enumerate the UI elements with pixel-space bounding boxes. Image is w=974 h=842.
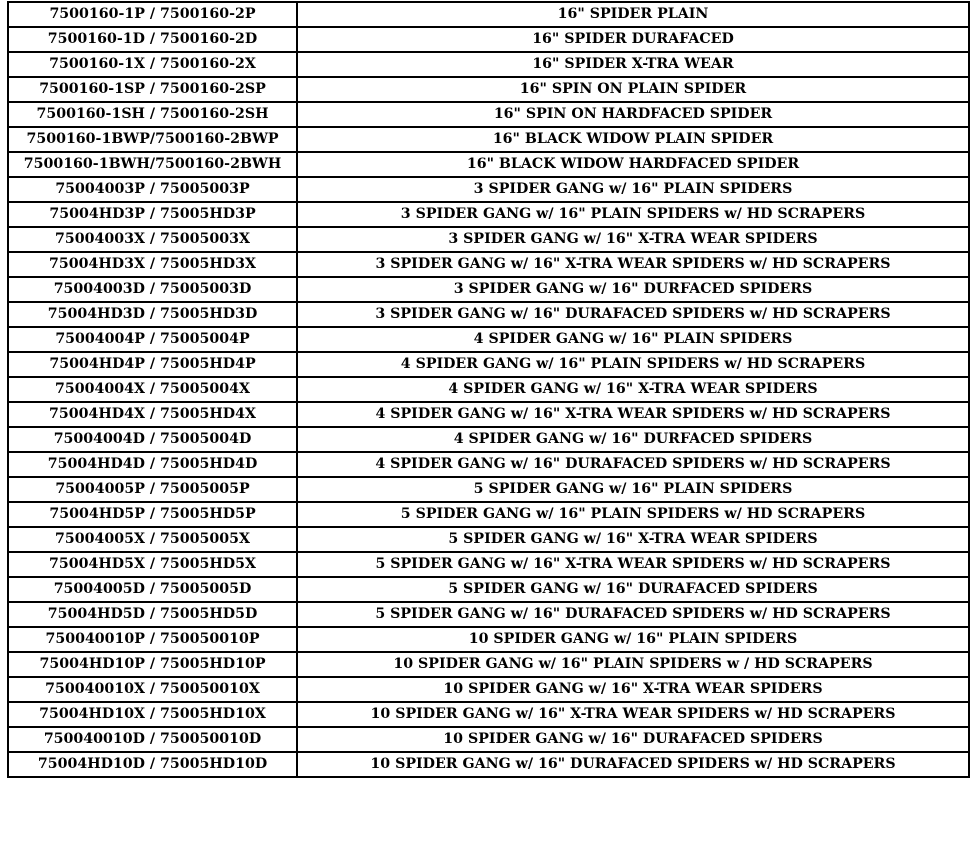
part-number-cell: 75004HD4X / 75005HD4X — [8, 402, 297, 427]
part-number-cell: 75004HD3D / 75005HD3D — [8, 302, 297, 327]
description-cell: 16" SPIN ON HARDFACED SPIDER — [297, 102, 969, 127]
part-number-cell: 7500160-1SP / 7500160-2SP — [8, 77, 297, 102]
table-row — [8, 552, 969, 577]
part-number-cell: 750040010D / 750050010D — [8, 727, 297, 752]
table-row — [8, 677, 969, 702]
description-cell: 4 SPIDER GANG w/ 16" PLAIN SPIDERS w/ HD SCRAPERS — [297, 352, 969, 377]
description-cell: 4 SPIDER GANG w/ 16" DURFACED SPIDERS — [297, 427, 969, 452]
part-number-cell: 7500160-1BWH/7500160-2BWH — [8, 152, 297, 177]
description-cell: 5 SPIDER GANG w/ 16" X-TRA WEAR SPIDERS w/ HD SCRAPERS — [297, 552, 969, 577]
table-row — [8, 527, 969, 552]
parts-table — [7, 1, 970, 778]
parts-table-body — [8, 2, 969, 777]
table-row — [8, 102, 969, 127]
description-cell: 10 SPIDER GANG w/ 16" PLAIN SPIDERS — [297, 627, 969, 652]
description-cell: 3 SPIDER GANG w/ 16" PLAIN SPIDERS w/ HD SCRAPERS — [297, 202, 969, 227]
description-cell: 5 SPIDER GANG w/ 16" DURAFACED SPIDERS — [297, 577, 969, 602]
table-row — [8, 452, 969, 477]
table-row — [8, 427, 969, 452]
table-row — [8, 77, 969, 102]
table-row — [8, 127, 969, 152]
table-row — [8, 52, 969, 77]
part-number-cell: 75004HD3P / 75005HD3P — [8, 202, 297, 227]
table-row — [8, 727, 969, 752]
part-number-cell: 75004005P / 75005005P — [8, 477, 297, 502]
table-row — [8, 702, 969, 727]
description-cell: 5 SPIDER GANG w/ 16" DURAFACED SPIDERS w/ HD SCRAPERS — [297, 602, 969, 627]
table-row — [8, 27, 969, 52]
description-cell: 16" SPIN ON PLAIN SPIDER — [297, 77, 969, 102]
description-cell: 5 SPIDER GANG w/ 16" PLAIN SPIDERS w/ HD SCRAPERS — [297, 502, 969, 527]
description-cell: 10 SPIDER GANG w/ 16" X-TRA WEAR SPIDERS w/ HD SCRAPERS — [297, 702, 969, 727]
table-row — [8, 377, 969, 402]
part-number-cell: 75004HD5P / 75005HD5P — [8, 502, 297, 527]
part-number-cell: 75004HD10P / 75005HD10P — [8, 652, 297, 677]
description-cell: 3 SPIDER GANG w/ 16" X-TRA WEAR SPIDERS — [297, 227, 969, 252]
description-cell: 10 SPIDER GANG w/ 16" DURAFACED SPIDERS w/ HD SCRAPERS — [297, 752, 969, 777]
part-number-cell: 75004004X / 75005004X — [8, 377, 297, 402]
part-number-cell: 75004HD5D / 75005HD5D — [8, 602, 297, 627]
table-row — [8, 2, 969, 27]
part-number-cell: 75004HD4P / 75005HD4P — [8, 352, 297, 377]
table-row — [8, 302, 969, 327]
description-cell: 16" BLACK WIDOW HARDFACED SPIDER — [297, 152, 969, 177]
description-cell: 3 SPIDER GANG w/ 16" DURFACED SPIDERS — [297, 277, 969, 302]
description-cell: 16" BLACK WIDOW PLAIN SPIDER — [297, 127, 969, 152]
description-cell: 16" SPIDER X-TRA WEAR — [297, 52, 969, 77]
table-row — [8, 252, 969, 277]
description-cell: 5 SPIDER GANG w/ 16" X-TRA WEAR SPIDERS — [297, 527, 969, 552]
part-number-cell: 750040010X / 750050010X — [8, 677, 297, 702]
description-cell: 16" SPIDER PLAIN — [297, 2, 969, 27]
table-row — [8, 402, 969, 427]
part-number-cell: 75004005X / 75005005X — [8, 527, 297, 552]
part-number-cell: 75004004P / 75005004P — [8, 327, 297, 352]
description-cell: 10 SPIDER GANG w/ 16" DURAFACED SPIDERS — [297, 727, 969, 752]
part-number-cell: 750040010P / 750050010P — [8, 627, 297, 652]
part-number-cell: 75004HD5X / 75005HD5X — [8, 552, 297, 577]
table-row — [8, 352, 969, 377]
part-number-cell: 7500160-1SH / 7500160-2SH — [8, 102, 297, 127]
table-row — [8, 152, 969, 177]
part-number-cell: 7500160-1BWP/7500160-2BWP — [8, 127, 297, 152]
table-row — [8, 502, 969, 527]
description-cell: 4 SPIDER GANG w/ 16" DURAFACED SPIDERS w/ HD SCRAPERS — [297, 452, 969, 477]
part-number-cell: 7500160-1D / 7500160-2D — [8, 27, 297, 52]
description-cell: 3 SPIDER GANG w/ 16" PLAIN SPIDERS — [297, 177, 969, 202]
part-number-cell: 75004HD10D / 75005HD10D — [8, 752, 297, 777]
part-number-cell: 7500160-1X / 7500160-2X — [8, 52, 297, 77]
table-row — [8, 577, 969, 602]
table-row — [8, 202, 969, 227]
table-row — [8, 227, 969, 252]
table-row — [8, 602, 969, 627]
part-number-cell: 75004004D / 75005004D — [8, 427, 297, 452]
part-number-cell: 75004HD10X / 75005HD10X — [8, 702, 297, 727]
table-row — [8, 277, 969, 302]
part-number-cell: 7500160-1P / 7500160-2P — [8, 2, 297, 27]
part-number-cell: 75004HD3X / 75005HD3X — [8, 252, 297, 277]
description-cell: 4 SPIDER GANG w/ 16" PLAIN SPIDERS — [297, 327, 969, 352]
description-cell: 3 SPIDER GANG w/ 16" X-TRA WEAR SPIDERS w/ HD SCRAPERS — [297, 252, 969, 277]
description-cell: 3 SPIDER GANG w/ 16" DURAFACED SPIDERS w/ HD SCRAPERS — [297, 302, 969, 327]
table-row — [8, 477, 969, 502]
description-cell: 4 SPIDER GANG w/ 16" X-TRA WEAR SPIDERS — [297, 377, 969, 402]
description-cell: 16" SPIDER DURAFACED — [297, 27, 969, 52]
description-cell: 10 SPIDER GANG w/ 16" X-TRA WEAR SPIDERS — [297, 677, 969, 702]
table-row — [8, 652, 969, 677]
description-cell: 4 SPIDER GANG w/ 16" X-TRA WEAR SPIDERS w/ HD SCRAPERS — [297, 402, 969, 427]
table-row — [8, 327, 969, 352]
description-cell: 10 SPIDER GANG w/ 16" PLAIN SPIDERS w / HD SCRAPERS — [297, 652, 969, 677]
table-row — [8, 752, 969, 777]
part-number-cell: 75004HD4D / 75005HD4D — [8, 452, 297, 477]
description-cell: 5 SPIDER GANG w/ 16" PLAIN SPIDERS — [297, 477, 969, 502]
part-number-cell: 75004003P / 75005003P — [8, 177, 297, 202]
table-row — [8, 177, 969, 202]
part-number-cell: 75004003X / 75005003X — [8, 227, 297, 252]
part-number-cell: 75004003D / 75005003D — [8, 277, 297, 302]
table-row — [8, 627, 969, 652]
part-number-cell: 75004005D / 75005005D — [8, 577, 297, 602]
